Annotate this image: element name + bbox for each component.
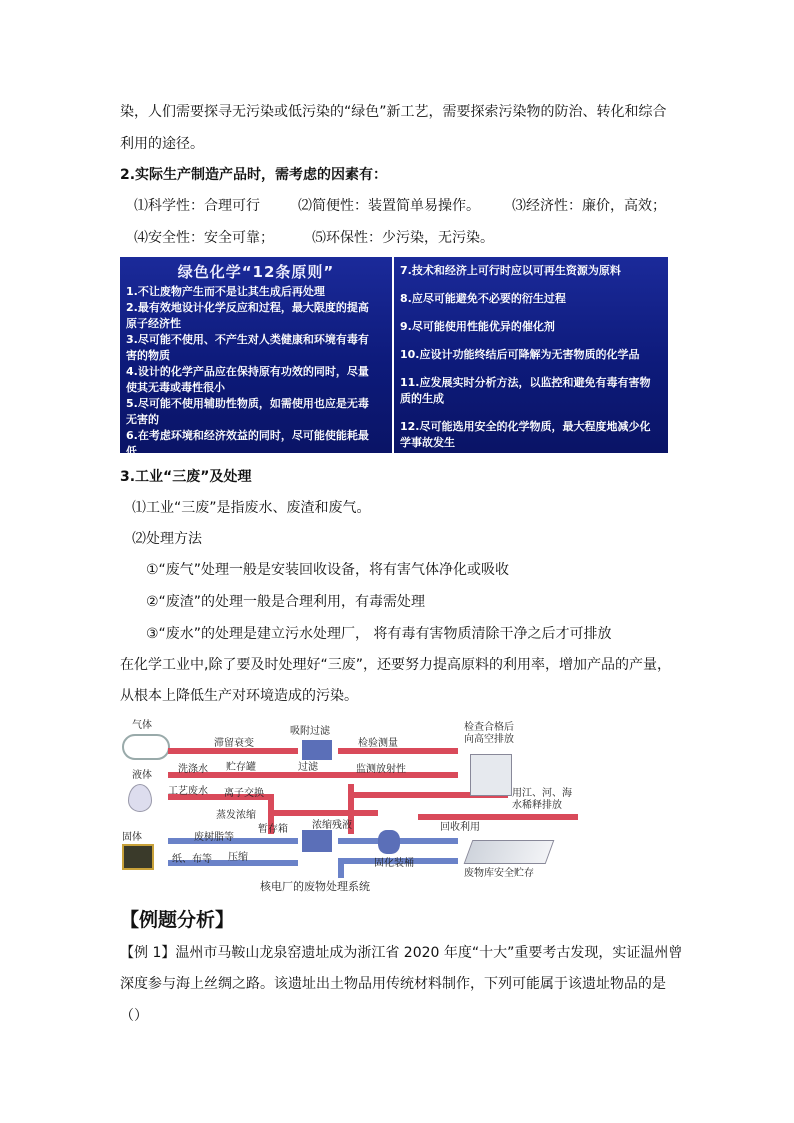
panel-title: 绿色化学“12条原则” — [177, 263, 335, 281]
section-3-title: 3.工业“三废”及处理 — [120, 469, 252, 485]
check-label: 检验测量 — [358, 738, 398, 749]
principle-line: 12.尽可能选用安全的化学物质，最大程度地减少化 — [400, 420, 651, 433]
depot-icon — [464, 840, 555, 864]
body-line-1: 染，人们需要探寻无污染或低污染的“绿色”新工艺，需要探索污染物的防治、转化和综合 — [120, 104, 667, 120]
solid-label: 固体 — [122, 832, 142, 843]
recycle-label: 回收利用 — [440, 822, 480, 833]
tank-box — [302, 830, 332, 852]
gas-pipe-2 — [338, 748, 458, 754]
principle-line: 3.尽可能不使用、不产生对人类健康和环境有毒有 — [126, 333, 369, 346]
monitor-label: 监测放射性 — [356, 764, 406, 775]
plant-icon — [470, 754, 512, 796]
method-water: ③“废水”的处理是建立污水处理厂， 将有毒有害物质清除干净之后才可排放 — [146, 626, 612, 642]
principle-line: 学事故发生 — [400, 436, 455, 449]
adsorb-label: 吸附过滤 — [290, 726, 330, 737]
principle-line: 4.设计的化学产品应在保持原有功效的同时，尽量 — [126, 365, 369, 378]
depot-label: 废物库安全贮存 — [464, 868, 534, 879]
filter-label: 过滤 — [298, 762, 318, 773]
principle-line: 1.不让废物产生而不是让其生成后再处理 — [126, 285, 325, 298]
principle-line: 无害的 — [126, 413, 159, 426]
green-chem-panel-right — [394, 257, 668, 453]
concentrate-label: 浓缩残液 — [312, 820, 352, 831]
store-label: 贮存罐 — [226, 762, 256, 773]
process-label: 工艺废水 — [168, 786, 208, 797]
principle-line: 6.在考虑环境和经济效益的同时，尽可能使能耗最 — [126, 429, 369, 442]
tank-label: 暂存箱 — [258, 824, 288, 835]
pass2-label: 向高空排放 — [464, 734, 514, 745]
principle-line: 9.尽可能使用性能优异的催化剂 — [400, 320, 555, 333]
example-section-title: 【例题分析】 — [120, 909, 235, 931]
s3-p3: 在化学工业中,除了要及时处理好“三废”，还要努力提高原料的利用率，增加产品的产量， — [120, 657, 671, 673]
factor-2: ⑵简便性：装置简单易操作。 — [298, 198, 480, 214]
s3-p2: ⑵处理方法 — [132, 531, 202, 547]
principle-line: 7.技术和经济上可行时应以可再生资源为原料 — [400, 264, 621, 277]
ion-label: 离子交换 — [224, 788, 264, 799]
river-label: 用江、河、海 — [512, 788, 572, 799]
dilute-label: 水稀释排放 — [512, 800, 562, 811]
body-line-2: 利用的途径。 — [120, 136, 204, 152]
example-line-2: 深度参与海上丝绸之路。该遗址出土物品用传统材料制作，下列可能属于该遗址物品的是 — [120, 976, 666, 992]
principle-line: 8.应尽可能避免不必要的衍生过程 — [400, 292, 566, 305]
principle-line: 低 — [126, 445, 137, 458]
waste-treatment-diagram — [118, 714, 576, 892]
solid-block-icon — [122, 844, 154, 870]
principle-line: 2.最有效地设计化学反应和过程，最大限度的提高 — [126, 301, 369, 314]
evap-label: 蒸发浓缩 — [216, 810, 256, 821]
principle-line: 原子经济性 — [126, 317, 181, 330]
diagram-caption: 核电厂的废物处理系统 — [260, 880, 370, 893]
principle-line: 5.尽可能不使用辅助性物质，如需使用也应是无毒 — [126, 397, 369, 410]
factor-4: ⑷安全性：安全可靠； — [134, 230, 274, 246]
cloud-icon — [122, 734, 170, 760]
s3-p1: ⑴工业“三废”是指废水、废渣和废气。 — [132, 500, 371, 516]
retain-label: 滞留衰变 — [214, 738, 254, 749]
principle-line: 10.应设计功能终结后可降解为无害物质的化学品 — [400, 348, 640, 361]
method-residue: ②“废渣”的处理一般是合理利用，有毒需处理 — [146, 594, 426, 610]
principle-line: 害的物质 — [126, 349, 170, 362]
resin-label: 废树脂等 — [194, 832, 234, 843]
principle-line: 使其无毒或毒性很小 — [126, 381, 225, 394]
green-chem-panel-left — [120, 257, 392, 458]
drum-icon — [378, 830, 400, 854]
s3-p4: 从根本上降低生产对环境造成的污染。 — [120, 688, 358, 704]
solidify-label: 固化装桶 — [374, 858, 414, 869]
droplet-icon — [128, 784, 152, 812]
wash-label: 洗涤水 — [178, 764, 208, 775]
example-line-3: （） — [120, 1008, 148, 1024]
liquid-label: 液体 — [132, 770, 152, 781]
paper-label: 纸、布等 — [172, 854, 212, 865]
pass-label: 检查合格后 — [464, 722, 514, 733]
factor-3: ⑶经济性：廉价，高效； — [512, 198, 666, 214]
gas-label: 气体 — [132, 720, 152, 731]
principle-line: 11.应发展实时分析方法，以监控和避免有毒有害物 — [400, 376, 651, 389]
example-line-1: 【例 1】温州市马鞍山龙泉窑遗址成为浙江省 2020 年度“十大”重要考古发现，实证温州曾 — [120, 945, 683, 961]
factor-1: ⑴科学性：合理可行 — [134, 198, 260, 214]
adsorb-filter-box — [302, 740, 332, 760]
method-gas: ①“废气”处理一般是安装回收设备，将有害气体净化或吸收 — [146, 562, 510, 578]
factor-5: ⑸环保性：少污染，无污染。 — [312, 230, 494, 246]
compress-label: 压缩 — [228, 852, 248, 863]
section-2-title: 2.实际生产制造产品时，需考虑的因素有： — [120, 167, 388, 183]
principle-line: 质的生成 — [400, 392, 444, 405]
